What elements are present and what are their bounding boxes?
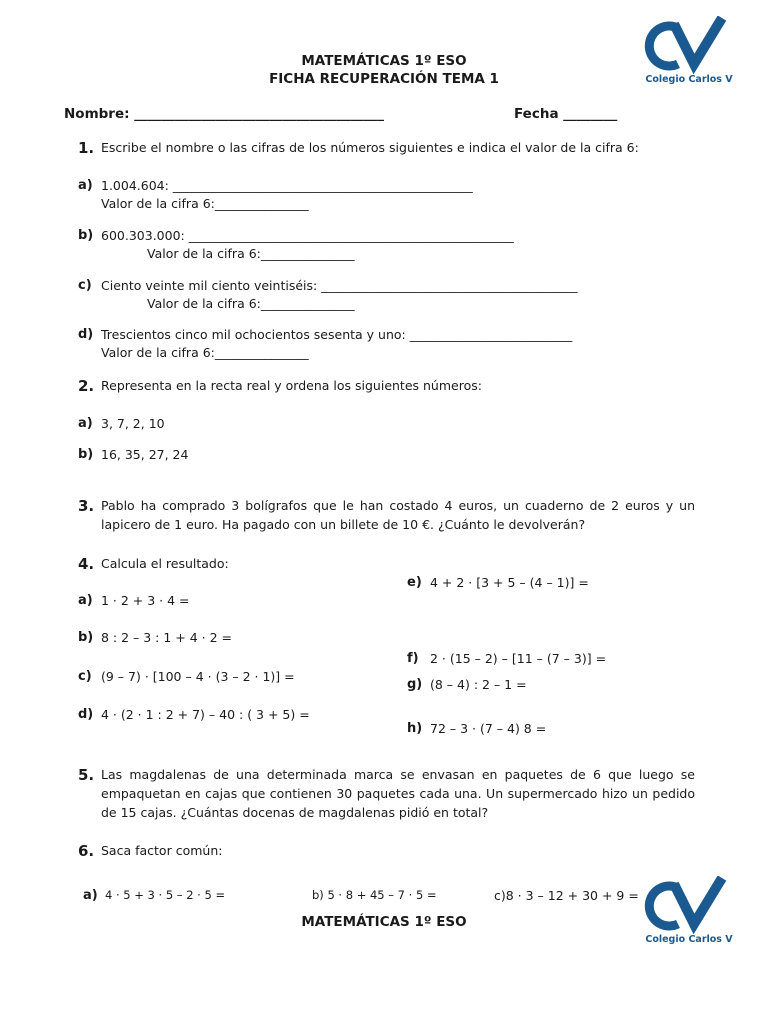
q4b-text: 8 : 2 – 3 : 1 + 4 · 2 = bbox=[101, 630, 233, 645]
q1b-text: 600.303.000: ____________________________________________________ bbox=[101, 228, 514, 243]
q4d-label: d) bbox=[78, 707, 94, 722]
nombre-field: Nombre: _____________________________________ bbox=[64, 106, 384, 122]
footer-title: MATEMÁTICAS 1º ESO bbox=[301, 914, 467, 930]
q3-number: 3. bbox=[78, 497, 95, 515]
q2b-text: 16, 35, 27, 24 bbox=[101, 447, 189, 462]
q6a-text: 4 · 5 + 3 · 5 – 2 · 5 = bbox=[105, 888, 226, 902]
q4-text: Calcula el resultado: bbox=[101, 556, 229, 571]
q4f-label: f) bbox=[407, 651, 419, 666]
q4-number: 4. bbox=[78, 555, 95, 573]
q1a-text: 1.004.604: ________________________________________________ bbox=[101, 178, 473, 193]
q4h-text: 72 – 3 · (7 – 4) 8 = bbox=[430, 721, 547, 736]
q4c-label: c) bbox=[78, 669, 92, 684]
q4a-label: a) bbox=[78, 593, 93, 608]
q4h-label: h) bbox=[407, 721, 423, 736]
q2a-text: 3, 7, 2, 10 bbox=[101, 416, 165, 431]
q1-text: Escribe el nombre o las cifras de los números siguientes e indica el valor de la cifra 6: bbox=[101, 140, 639, 155]
q1c-text: Ciento veinte mil ciento veintiséis: _________________________________________ bbox=[101, 278, 578, 293]
fecha-field: Fecha ________ bbox=[514, 106, 618, 122]
q6c-text: c)8 · 3 – 12 + 30 + 9 = bbox=[494, 888, 639, 903]
q4f-text: 2 · (15 – 2) – [11 – (7 – 3)] = bbox=[430, 651, 607, 666]
q1c-value: Valor de la cifra 6:_______________ bbox=[147, 296, 355, 311]
q6a-label: a) bbox=[83, 888, 98, 903]
q4g-text: (8 – 4) : 2 – 1 = bbox=[430, 677, 527, 692]
q5-number: 5. bbox=[78, 766, 95, 784]
logo-text: Colegio Carlos V bbox=[645, 74, 733, 85]
q1-number: 1. bbox=[78, 139, 95, 157]
q1c-label: c) bbox=[78, 278, 92, 293]
q1d-label: d) bbox=[78, 327, 94, 342]
q4c-text: (9 – 7) · [100 – 4 · (3 – 2 · 1)] = bbox=[101, 669, 295, 684]
q1d-text: Trescientos cinco mil ochocientos sesenta y uno: __________________________ bbox=[101, 327, 573, 342]
q2-text: Representa en la recta real y ordena los siguientes números: bbox=[101, 378, 482, 393]
q4b-label: b) bbox=[78, 630, 94, 645]
q1a-label: a) bbox=[78, 178, 93, 193]
page-subtitle: FICHA RECUPERACIÓN TEMA 1 bbox=[269, 71, 499, 87]
q3-text: Pablo ha comprado 3 bolígrafos que le han costado 4 euros, un cuaderno de 2 euros y un lapicero de 1 euro. Ha pagado con un billete de 10 €. ¿Cuánto le devolverán? bbox=[101, 498, 695, 532]
q4e-text: 4 + 2 · [3 + 5 – (4 – 1)] = bbox=[430, 575, 589, 590]
footer-logo-text: Colegio Carlos V bbox=[645, 934, 733, 945]
footer-cv-logo-icon bbox=[644, 876, 734, 934]
page-title: MATEMÁTICAS 1º ESO bbox=[301, 53, 467, 69]
q6b-text: b) 5 · 8 + 45 – 7 · 5 = bbox=[312, 888, 437, 902]
q6-number: 6. bbox=[78, 842, 95, 860]
footer-school-logo bbox=[644, 876, 734, 945]
q2b-label: b) bbox=[78, 447, 94, 462]
q4d-text: 4 · (2 · 1 : 2 + 7) – 40 : ( 3 + 5) = bbox=[101, 707, 310, 722]
q5-text: Las magdalenas de una determinada marca se envasan en paquetes de 6 que luego se empaquetan en cajas que contienen 30 paquetes cada una. Un supermercado hizo un pedido de 15 cajas. ¿Cuántas docenas de magdalenas pidió en total? bbox=[101, 767, 695, 820]
q1a-value: Valor de la cifra 6:_______________ bbox=[101, 196, 309, 211]
q6-text: Saca factor común: bbox=[101, 843, 223, 858]
q1b-value: Valor de la cifra 6:_______________ bbox=[147, 246, 355, 261]
q4g-label: g) bbox=[407, 677, 423, 692]
q4a-text: 1 · 2 + 3 · 4 = bbox=[101, 593, 190, 608]
q2-number: 2. bbox=[78, 377, 95, 395]
q1b-label: b) bbox=[78, 228, 94, 243]
q4e-label: e) bbox=[407, 575, 422, 590]
q2a-label: a) bbox=[78, 416, 93, 431]
q1d-value: Valor de la cifra 6:_______________ bbox=[101, 345, 309, 360]
